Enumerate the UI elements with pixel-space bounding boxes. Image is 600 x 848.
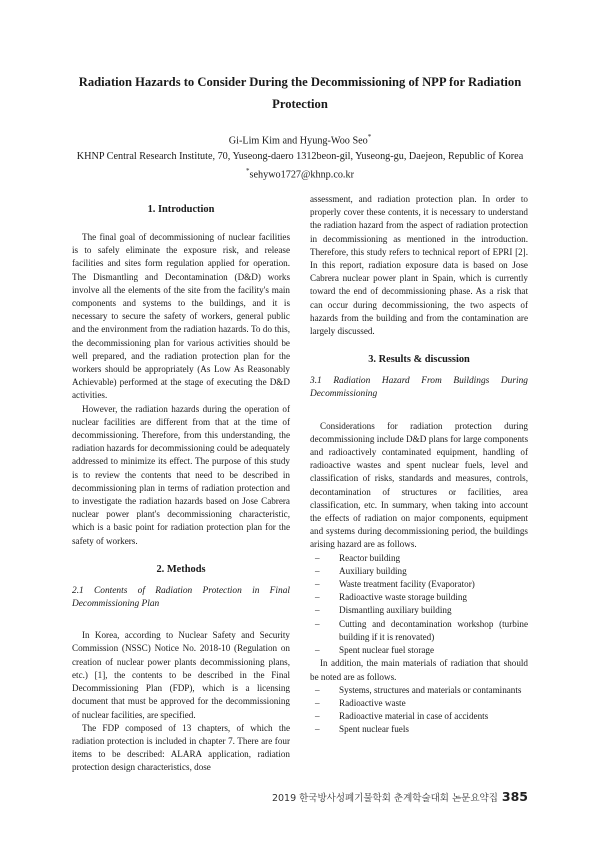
subsection-heading: 2.1 Contents of Radiation Protection in Final Decommissioning Plan: [72, 585, 290, 610]
list-item: – Systems, structures and materials or contaminants: [315, 684, 522, 695]
page-title: Radiation Hazards to Consider During the Decommissioning of NPP for Radiation Protection: [78, 75, 522, 111]
list-item: – Auxiliary building: [315, 565, 407, 576]
affiliation: KHNP Central Research Institute, 70, Yuseong-daero 1312beon-gil, Yuseong-gu, Daejeon, Republic of Korea: [76, 150, 524, 162]
buildings-list: [310, 552, 528, 658]
paragraph: In addition, the main materials of radiation that should be noted are as follows.: [310, 658, 528, 682]
list-item: – Radioactive waste storage building: [315, 592, 467, 603]
list-item: – Radioactive material in case of accidents: [315, 711, 489, 722]
left-column: [72, 200, 290, 775]
paragraph: However, the radiation hazards during the operation of nuclear facilities are different from that at the time of decommissioning. Therefore, from this understanding, the radiation hazards for decommissioning could be adequately addressed to minimize its effect. The purpose of this study is to review the contents that need to be described in decommissioning plan in terms of radiation protection and to investigate the radiation hazards based on Jose Cabrera nuclear power plant's decommissioning characteristic, which is a basic point for radiation protection plan for the safety of workers.: [72, 403, 290, 546]
paragraph: The final goal of decommissioning of nuclear facilities is to safely eliminate the exposure risk, and release facilities and sites form regulation applied for operation. The Dismantling and Decontamination (D&D) works involve all the elements of the site from the facility's main components and systems to the buildings, and it is necessary to secure the safety of workers, general public and the environment from the radiation hazards. To do this, the decommissioning plan for various activities should be well prepared, and the radiation protection plan for the workers should be appropriately (As Low As Reasonably Achievable) performed at the stage of executing the D&D activities.: [72, 232, 290, 401]
author-names: Gi-Lim Kim and Hyung-Woo Seo*: [228, 133, 372, 147]
corresponding-mark: *: [367, 133, 372, 141]
page-footer: [272, 789, 528, 804]
right-column: [310, 193, 528, 737]
paragraph: The FDP composed of 13 chapters, of which the radiation protection is included in chapter 7. There are four items to be described: ALARA application, radiation protection design characteristics, dose: [72, 722, 290, 773]
list-item: – Radioactive waste: [315, 697, 406, 708]
author-block: [20, 130, 580, 183]
page-number: 385: [501, 789, 528, 804]
subsection-heading: 3.1 Radiation Hazard From Buildings During Decommissioning: [310, 376, 528, 400]
list-item: – Reactor building: [315, 552, 401, 563]
section-heading-results: 3. Results & discussion: [368, 354, 470, 366]
section-heading-methods: 2. Methods: [156, 563, 206, 575]
email: *sehywo1727@khnp.co.kr: [246, 167, 354, 181]
list-item: – Spent nuclear fuels: [315, 724, 409, 735]
list-item: – Spent nuclear fuel storage: [315, 645, 435, 656]
list-item: – Dismantling auxiliary building: [315, 605, 452, 616]
paragraph: In Korea, according to Nuclear Safety and Security Commission (NSSC) Notice No. 2018-10 (Regulation on creation of nuclear power plants decommissioning plans, etc.) [1], the contents to be described in the Final Decommissioning Plan (FDP), which is a licensing document that must be approved for the decommissioning of nuclear facilities, are specified.: [72, 630, 290, 720]
proceedings-title: 2019 한국방사성폐기물학회 춘계학술대회 논문요약집: [271, 793, 498, 804]
paragraph: Considerations for radiation protection during decommissioning include D&D plans for large components and radioactively contaminated equipment, handling of radioactive wastes and spent nuclear fuels, level and classification of risks, standards and measures, controls, decontamination of structures or facilities, area classification, etc. In summary, when taking into account the effects of radiation on major components, equipment and systems during decommissioning period, the buildings arising hazard are as follows.: [310, 420, 528, 550]
list-item: – Cutting and decontamination workshop (turbine building if it is renovated): [315, 618, 528, 642]
section-heading-introduction: 1. Introduction: [147, 204, 215, 215]
list-item: – Waste treatment facility (Evaporator): [315, 579, 475, 590]
materials-list: [310, 684, 528, 737]
paragraph: assessment, and radiation protection plan. In order to properly cover these contents, it is necessary to understand the radiation hazard from the aspect of radiation protection in decommissioning as mentioned in the introduction. Therefore, this study refers to technical report of EPRI [2]. In this report, radiation exposure data is based on Jose Cabrera nuclear power plant in Spain, which is currently toward the end of decommissioning phase. As a risk that can occur during decommissioning, the two aspects of hazards from the building and from the contamination are largely discussed.: [310, 194, 528, 337]
